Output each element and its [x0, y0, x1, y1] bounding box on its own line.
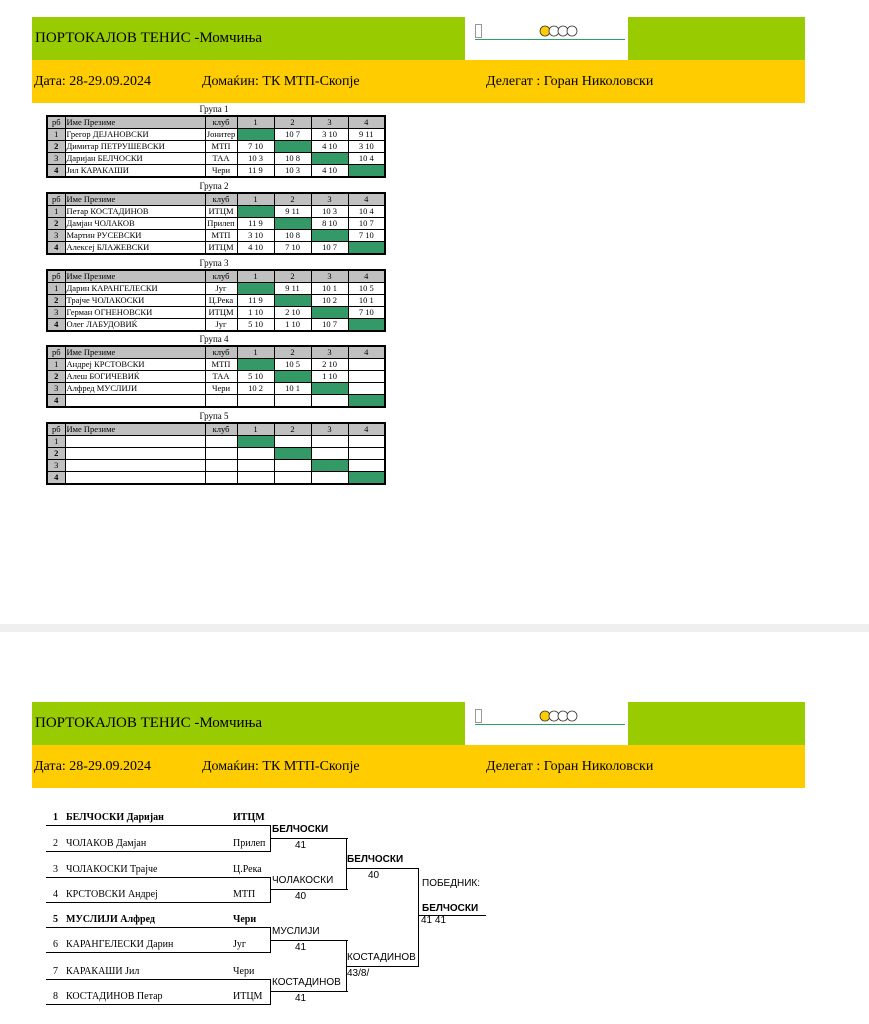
score-cell: 3 10 — [237, 230, 274, 242]
score-cell: 10 8 — [274, 153, 311, 165]
seed-number: 1 — [47, 359, 65, 371]
header-title-bar — [32, 17, 805, 60]
column-header-c4: 4 — [348, 423, 385, 436]
column-header-rb: рб — [47, 193, 65, 206]
player-club — [205, 472, 237, 485]
score-cell: 10 3 — [237, 153, 274, 165]
player-line — [46, 825, 270, 826]
column-header-c1: 1 — [237, 116, 274, 129]
column-header-rb: рб — [47, 346, 65, 359]
player-club: Југ — [205, 319, 237, 332]
player-name: ЧОЛАКОСКИ Трајче — [66, 864, 158, 875]
table-row — [47, 359, 385, 371]
self-match-cell — [311, 383, 348, 395]
table-header-row — [47, 193, 385, 206]
logo-underline — [475, 39, 625, 40]
column-header-c3: 3 — [311, 423, 348, 436]
self-match-cell — [311, 230, 348, 242]
seed-number: 4 — [47, 472, 65, 485]
seed-number: 5 — [53, 914, 58, 925]
score-cell: 7 10 — [237, 141, 274, 153]
score-cell: 10 5 — [348, 283, 385, 295]
self-match-cell — [274, 448, 311, 460]
player-name: Дамјан ЧОЛАКОВ — [65, 218, 205, 230]
group-table — [46, 422, 386, 485]
score-cell — [348, 359, 385, 371]
player-name: Герман ОГНЕНОВСКИ — [65, 307, 205, 319]
table-row — [47, 472, 385, 485]
score-cell: 9 11 — [274, 206, 311, 218]
column-header-c4: 4 — [348, 116, 385, 129]
round2-score: 41 — [295, 840, 307, 851]
group-table — [46, 345, 386, 408]
self-match-cell — [237, 359, 274, 371]
group-title: Група 4 — [199, 334, 229, 344]
semi-winner: БЕЛЧОСКИ — [347, 854, 404, 865]
bracket-connector — [418, 868, 419, 967]
table-row — [47, 153, 385, 165]
player-name: КАРАКАШИ Јил — [66, 966, 140, 977]
player-club: ИТЦМ — [205, 242, 237, 255]
player-club: Чери — [233, 966, 255, 977]
player-name: БЕЛЧОСКИ Даријан — [66, 812, 164, 823]
column-header-c1: 1 — [237, 193, 274, 206]
player-club: ТАА — [205, 153, 237, 165]
score-cell: 4 10 — [311, 141, 348, 153]
score-cell: 10 4 — [348, 206, 385, 218]
table-header-row — [47, 116, 385, 129]
player-line — [46, 877, 270, 878]
table-row — [47, 371, 385, 383]
self-match-cell — [237, 283, 274, 295]
score-cell: 10 2 — [311, 295, 348, 307]
bracket-connector — [270, 877, 271, 903]
column-header-rb: рб — [47, 270, 65, 283]
round2-winner: ЧОЛАКОСКИ — [272, 875, 334, 886]
player-club: Ц.Река — [205, 295, 237, 307]
logo-underline-2 — [475, 724, 625, 725]
player-name — [65, 460, 205, 472]
seed-number: 3 — [47, 307, 65, 319]
seed-number: 3 — [47, 460, 65, 472]
seed-number: 4 — [47, 242, 65, 255]
bracket-connector — [270, 979, 271, 1005]
player-name: Грегор ДЕЈАНОВСКИ — [65, 129, 205, 141]
score-cell: 3 10 — [311, 129, 348, 141]
self-match-cell — [348, 165, 385, 178]
winner-label: ПОБЕДНИК: — [422, 878, 480, 889]
self-match-cell — [348, 472, 385, 485]
self-match-cell — [348, 319, 385, 332]
player-line — [46, 851, 270, 852]
column-header-c4: 4 — [348, 346, 385, 359]
self-match-cell — [237, 206, 274, 218]
player-club: ИТЦМ — [205, 307, 237, 319]
event-host-2: Домаќин: ТК МТП-Скопје — [202, 759, 360, 774]
column-header-club: клуб — [205, 270, 237, 283]
player-club: МТП — [205, 230, 237, 242]
player-club: Југ — [233, 939, 246, 950]
seed-number: 4 — [47, 395, 65, 408]
semi-score: 43/8/ — [347, 968, 370, 979]
header-title-bar-2 — [32, 702, 805, 745]
player-name: КРСТОВСКИ Андреј — [66, 889, 158, 900]
table-row — [47, 436, 385, 448]
self-match-cell — [274, 141, 311, 153]
round2-line — [270, 991, 348, 992]
self-match-cell — [274, 371, 311, 383]
self-match-cell — [311, 153, 348, 165]
seed-number: 3 — [47, 153, 65, 165]
player-club: МТП — [233, 889, 256, 900]
table-row — [47, 218, 385, 230]
seed-number: 2 — [47, 448, 65, 460]
player-name: Алеш БОГИЧЕВИЌ — [65, 371, 205, 383]
table-row — [47, 141, 385, 153]
player-name: Олег ЛАБУДОВИЌ — [65, 319, 205, 332]
event-date-2: Дата: 28-29.09.2024 — [34, 759, 151, 774]
score-cell — [311, 395, 348, 408]
table-row — [47, 230, 385, 242]
player-club: ИТЦМ — [233, 991, 263, 1002]
player-club: МТП — [205, 141, 237, 153]
score-cell — [274, 436, 311, 448]
seed-number: 2 — [47, 141, 65, 153]
score-cell: 7 10 — [348, 230, 385, 242]
seed-number: 3 — [47, 383, 65, 395]
group-2 — [46, 181, 382, 255]
score-cell: 4 10 — [237, 242, 274, 255]
score-cell — [348, 448, 385, 460]
score-cell: 7 10 — [274, 242, 311, 255]
player-name: Мартин РУСЕВСКИ — [65, 230, 205, 242]
round2-score: 40 — [295, 891, 307, 902]
self-match-cell — [274, 295, 311, 307]
player-name: ЧОЛАКОВ Дамјан — [66, 838, 147, 849]
seed-number: 2 — [53, 838, 58, 849]
score-cell — [348, 383, 385, 395]
score-cell: 5 10 — [237, 371, 274, 383]
page-bracket — [0, 632, 869, 1024]
score-cell: 5 10 — [237, 319, 274, 332]
column-header-c1: 1 — [237, 423, 274, 436]
score-cell — [311, 448, 348, 460]
seed-number: 6 — [53, 939, 58, 950]
column-header-c1: 1 — [237, 346, 274, 359]
seed-number: 3 — [53, 864, 58, 875]
player-name: Трајче ЧОЛАКОСКИ — [65, 295, 205, 307]
page-separator — [0, 624, 869, 632]
self-match-cell — [311, 307, 348, 319]
round2-score: 41 — [295, 993, 307, 1004]
table-row — [47, 307, 385, 319]
round2-winner: МУСЛИЈИ — [272, 926, 320, 937]
score-cell: 2 10 — [311, 359, 348, 371]
table-row — [47, 460, 385, 472]
score-cell: 1 10 — [237, 307, 274, 319]
score-cell: 8 10 — [311, 218, 348, 230]
column-header-c3: 3 — [311, 116, 348, 129]
player-name: МУСЛИЈИ Алфред — [66, 914, 155, 925]
player-name — [65, 472, 205, 485]
score-cell: 9 11 — [348, 129, 385, 141]
column-header-c3: 3 — [311, 270, 348, 283]
score-cell: 10 7 — [274, 129, 311, 141]
table-header-row — [47, 270, 385, 283]
player-club: ИТЦМ — [205, 206, 237, 218]
player-line — [46, 902, 270, 903]
round2-winner: КОСТАДИНОВ — [272, 977, 341, 988]
score-cell — [237, 472, 274, 485]
group-1 — [46, 104, 382, 178]
player-club — [205, 448, 237, 460]
group-table — [46, 192, 386, 255]
score-cell — [274, 395, 311, 408]
player-club — [205, 436, 237, 448]
score-cell — [237, 460, 274, 472]
player-club — [205, 460, 237, 472]
self-match-cell — [311, 460, 348, 472]
table-row — [47, 383, 385, 395]
column-header-name: Име Презиме — [65, 423, 205, 436]
score-cell: 1 10 — [274, 319, 311, 332]
round2-winner: БЕЛЧОСКИ — [272, 824, 329, 835]
player-club: ИТЦМ — [233, 812, 265, 823]
round2-score: 41 — [295, 942, 307, 953]
player-club: Јонитеp — [206, 129, 236, 139]
score-cell — [311, 472, 348, 485]
player-club: Југ — [205, 283, 237, 295]
table-row — [47, 395, 385, 408]
score-cell: 10 5 — [274, 359, 311, 371]
self-match-cell — [348, 395, 385, 408]
score-cell: 10 8 — [274, 230, 311, 242]
player-name — [65, 448, 205, 460]
player-name: Алексеј БЛАЖЕВСКИ — [65, 242, 205, 255]
player-line — [46, 1004, 270, 1005]
score-cell: 10 1 — [348, 295, 385, 307]
score-cell — [237, 395, 274, 408]
table-header-row — [47, 423, 385, 436]
column-header-name: Име Презиме — [65, 346, 205, 359]
semi-line — [346, 966, 418, 967]
score-cell: 10 1 — [311, 283, 348, 295]
table-row — [47, 448, 385, 460]
player-name: Димитар ПЕТРУШЕВСКИ — [65, 141, 205, 153]
tennis-balls-logo-icon — [539, 25, 579, 37]
self-match-cell — [348, 242, 385, 255]
seed-number: 8 — [53, 991, 58, 1002]
semi-score: 40 — [368, 870, 380, 881]
column-header-club: клуб — [205, 116, 237, 129]
player-club — [205, 395, 237, 408]
player-name: Јил КАРАКАШИ — [65, 165, 205, 178]
score-cell: 10 7 — [348, 218, 385, 230]
round2-line — [270, 838, 348, 839]
group-4 — [46, 334, 382, 408]
score-cell — [348, 371, 385, 383]
table-row — [47, 206, 385, 218]
player-club: Чери — [233, 914, 257, 925]
group-title: Група 5 — [199, 411, 229, 421]
score-cell — [348, 436, 385, 448]
score-cell: 10 2 — [237, 383, 274, 395]
event-delegate: Делегат : Горан Николовски — [486, 74, 654, 89]
sponsor-logo — [465, 17, 628, 65]
column-header-name: Име Презиме — [65, 270, 205, 283]
table-row — [47, 242, 385, 255]
column-header-club: клуб — [205, 423, 237, 436]
event-host: Домаќин: ТК МТП-Скопје — [202, 74, 360, 89]
table-header-row — [47, 346, 385, 359]
column-header-c2: 2 — [274, 193, 311, 206]
semi-winner: КОСТАДИНОВ — [347, 952, 416, 963]
score-cell — [311, 436, 348, 448]
group-table — [46, 269, 386, 332]
seed-number: 2 — [47, 218, 65, 230]
semi-line — [346, 868, 418, 869]
logo-small-mark — [475, 24, 482, 38]
seed-number: 2 — [47, 295, 65, 307]
score-cell — [274, 460, 311, 472]
score-cell — [348, 460, 385, 472]
self-match-cell — [237, 436, 274, 448]
seed-number: 1 — [53, 812, 58, 823]
score-cell: 10 7 — [311, 319, 348, 332]
player-club: Чери — [205, 383, 237, 395]
score-cell: 9 11 — [274, 283, 311, 295]
group-title: Група 3 — [199, 258, 229, 268]
logo-small-mark-2 — [475, 709, 482, 723]
final-score: 41 41 — [421, 915, 447, 926]
self-match-cell — [237, 129, 274, 141]
player-club: ТАА — [205, 371, 237, 383]
seed-number: 7 — [53, 966, 58, 977]
header-info-bar-2 — [32, 745, 805, 788]
column-header-c2: 2 — [274, 116, 311, 129]
group-5 — [46, 411, 382, 485]
seed-number: 4 — [47, 319, 65, 332]
column-header-rb: рб — [47, 423, 65, 436]
round2-line — [270, 889, 348, 890]
player-club: Ц.Река — [233, 864, 262, 875]
score-cell: 10 4 — [348, 153, 385, 165]
score-cell: 11 9 — [237, 165, 274, 178]
column-header-rb: рб — [47, 116, 65, 129]
score-cell: 4 10 — [311, 165, 348, 178]
column-header-c3: 3 — [311, 346, 348, 359]
player-club: Прилеп — [205, 218, 237, 230]
score-cell — [274, 472, 311, 485]
group-3 — [46, 258, 382, 332]
player-name: Алфред МУСЛИЈИ — [65, 383, 205, 395]
round2-line — [270, 940, 348, 941]
player-club: Прилеп — [233, 838, 266, 849]
seed-number: 2 — [47, 371, 65, 383]
tennis-balls-logo-icon-2 — [539, 710, 579, 722]
column-header-club: клуб — [205, 193, 237, 206]
score-cell: 10 1 — [274, 383, 311, 395]
score-cell: 1 10 — [311, 371, 348, 383]
column-header-c4: 4 — [348, 270, 385, 283]
player-name: Дарин КАРАНГЕЛЕСКИ — [65, 283, 205, 295]
seed-number: 4 — [53, 889, 58, 900]
seed-number: 1 — [47, 283, 65, 295]
event-delegate-2: Делегат : Горан Николовски — [486, 759, 654, 774]
player-name: КОСТАДИНОВ Петар — [66, 991, 163, 1002]
score-cell: 10 3 — [311, 206, 348, 218]
table-row — [47, 165, 385, 178]
seed-number: 3 — [47, 230, 65, 242]
player-name — [65, 436, 205, 448]
table-row — [47, 295, 385, 307]
score-cell: 10 7 — [311, 242, 348, 255]
group-title: Група 1 — [199, 104, 229, 114]
player-line — [46, 979, 270, 980]
column-header-c3: 3 — [311, 193, 348, 206]
sponsor-logo-2 — [465, 702, 628, 750]
group-title: Група 2 — [199, 181, 229, 191]
player-name: Даријан БЕЛЧОСКИ — [65, 153, 205, 165]
score-cell: 7 10 — [348, 307, 385, 319]
score-cell — [237, 448, 274, 460]
score-cell: 2 10 — [274, 307, 311, 319]
player-name: КАРАНГЕЛЕСКИ Дарин — [66, 939, 174, 950]
column-header-club: клуб — [205, 346, 237, 359]
group-table — [46, 115, 386, 178]
seed-number: 1 — [47, 129, 65, 141]
final-winner: БЕЛЧОСКИ — [422, 903, 479, 914]
seed-number: 1 — [47, 206, 65, 218]
score-cell: 11 9 — [237, 218, 274, 230]
column-header-c1: 1 — [237, 270, 274, 283]
table-row — [47, 129, 385, 141]
player-name: Андреј КРСТОВСКИ — [65, 359, 205, 371]
tournament-title-2: ПОРТОКАЛОВ ТЕНИС -Момчиња — [35, 715, 263, 731]
player-name — [65, 395, 205, 408]
event-date: Дата: 28-29.09.2024 — [34, 74, 151, 89]
score-cell: 11 9 — [237, 295, 274, 307]
player-club: Чери — [205, 165, 237, 178]
player-line — [46, 952, 270, 953]
column-header-c4: 4 — [348, 193, 385, 206]
column-header-name: Име Презиме — [65, 116, 205, 129]
seed-number: 4 — [47, 165, 65, 178]
column-header-name: Име Презиме — [65, 193, 205, 206]
table-row — [47, 283, 385, 295]
player-club: МТП — [205, 359, 237, 371]
column-header-c2: 2 — [274, 423, 311, 436]
self-match-cell — [274, 218, 311, 230]
header-info-bar — [32, 60, 805, 103]
tournament-title: ПОРТОКАЛОВ ТЕНИС -Момчиња — [35, 30, 263, 46]
seed-number: 1 — [47, 436, 65, 448]
score-cell: 3 10 — [348, 141, 385, 153]
column-header-c2: 2 — [274, 270, 311, 283]
column-header-c2: 2 — [274, 346, 311, 359]
player-name: Петар КОСТАДИНОВ — [65, 206, 205, 218]
player-line — [46, 927, 270, 928]
table-row — [47, 319, 385, 332]
score-cell: 10 3 — [274, 165, 311, 178]
